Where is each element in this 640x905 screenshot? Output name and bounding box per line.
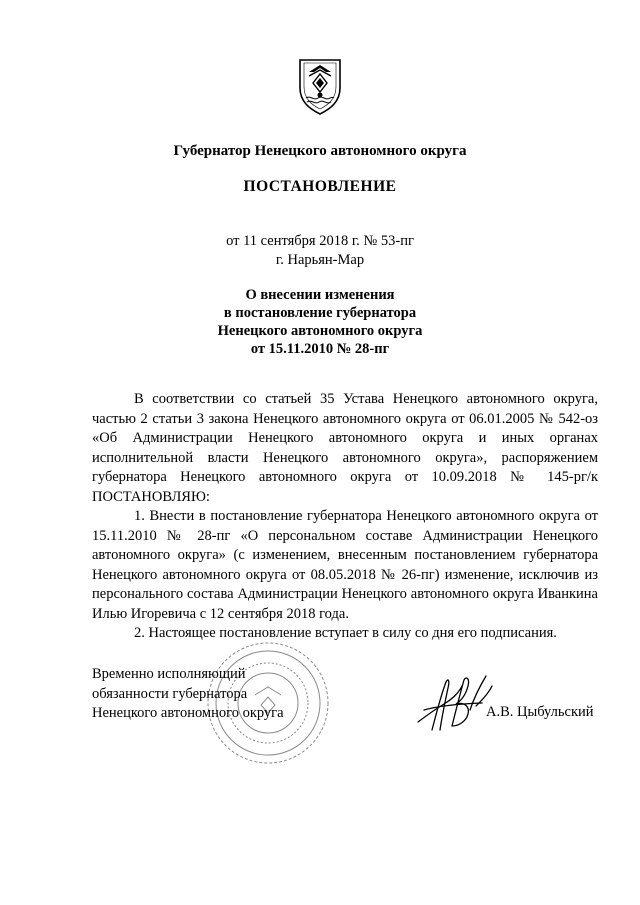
clause-2-paragraph: 2. Настоящее постановление вступает в силу со дня его подписания. [134,625,557,641]
document-title-line-2: в постановление губернатора [223,305,417,321]
document-title-line-4: от 15.11.2010 № 28-пг [250,341,390,357]
signatory-name: А.В. Цыбульский [486,704,594,720]
clause-1-paragraph: 1. Внести в постановление губернатора Ненецкого автономного округа от 15.11.2010 № 28-пг «О персональном составе Администрации Ненецкого автономного округа» (с изменением, внесенным постановлением губернатора Ненецкого автономного округа от 08.05.2018 № 26-пг) изменение, исключив из персонального состава Администрации Ненецкого автономного округа Иванкина Илью Игоревича с 12 сентября 2018 года. [92,508,598,622]
handwritten-signature-icon [412,670,502,736]
document-body [92,390,598,644]
signatory-position-line-2: обязанности губернатора [92,685,248,702]
document-title-line-1: О внесении изменения [245,287,395,303]
document-title-line-3: Ненецкого автономного округа [217,323,423,339]
document-date-number: от 11 сентября 2018 г. № 53-пг [226,233,414,249]
signatory-position-line-3: Ненецкого автономного округа [92,705,284,721]
coat-of-arms-icon [297,58,343,116]
signatory-position [92,665,284,724]
signatory-position-line-1: Временно исполняющий [92,666,246,682]
document-type: ПОСТАНОВЛЕНИЕ [243,178,397,195]
issuing-authority: Губернатор Ненецкого автономного округа [173,143,467,159]
preamble-paragraph: В соответствии со статьей 35 Устава Ненецкого автономного округа, частью 2 статьи 3 закона Ненецкого автономного округа от 06.01.2005 № 542-оз «Об Администрации Ненецкого автономного округа и иных органах исполнительной власти Ненецкого автономного округа», распоряжением губернатора Ненецкого автономного округа от 10.09.2018 № 145-рг/к ПОСТАНОВЛЯЮ: [92,391,598,505]
issue-city: г. Нарьян-Мар [275,252,365,268]
